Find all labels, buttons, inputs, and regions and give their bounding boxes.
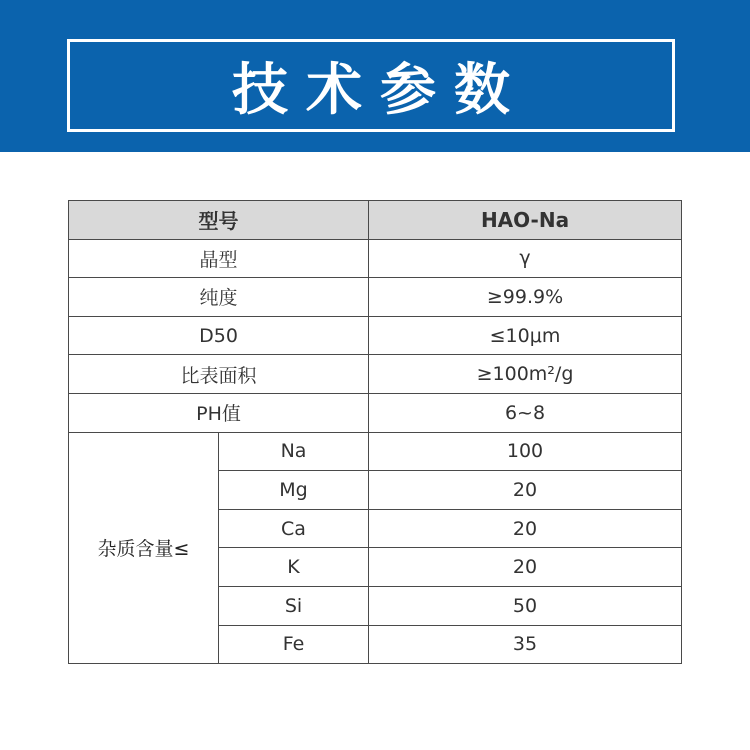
header-value: HAO-Na (369, 201, 682, 240)
impurity-value: 35 (369, 625, 682, 664)
page-title: 技术参数 (232, 57, 528, 123)
row-value: γ (369, 239, 682, 278)
table-row (69, 239, 682, 278)
row-value: ≤10μm (369, 316, 682, 355)
row-label: 晶型 (69, 239, 369, 278)
impurity-element: Fe (219, 625, 369, 664)
row-label: 纯度 (69, 278, 369, 317)
row-value: ≥99.9% (369, 278, 682, 317)
impurity-element: Mg (219, 471, 369, 510)
impurity-row (69, 432, 682, 471)
impurity-element: Ca (219, 509, 369, 548)
impurity-label: 杂质含量≤ (69, 432, 219, 664)
table-row (69, 316, 682, 355)
impurity-element: Si (219, 586, 369, 625)
impurity-value: 20 (369, 509, 682, 548)
row-label: PH值 (69, 393, 369, 432)
row-value: ≥100m²/g (369, 355, 682, 394)
title-frame (67, 39, 675, 132)
table-header-row (69, 201, 682, 240)
impurity-value: 100 (369, 432, 682, 471)
spec-table (68, 200, 682, 664)
row-label: 比表面积 (69, 355, 369, 394)
row-value: 6~8 (369, 393, 682, 432)
impurity-value: 20 (369, 548, 682, 587)
header-label: 型号 (69, 201, 369, 240)
table-row (69, 355, 682, 394)
impurity-element: K (219, 548, 369, 587)
table-row (69, 393, 682, 432)
impurity-element: Na (219, 432, 369, 471)
impurity-value: 20 (369, 471, 682, 510)
row-label: D50 (69, 316, 369, 355)
impurity-value: 50 (369, 586, 682, 625)
table-row (69, 278, 682, 317)
title-banner (0, 0, 750, 152)
